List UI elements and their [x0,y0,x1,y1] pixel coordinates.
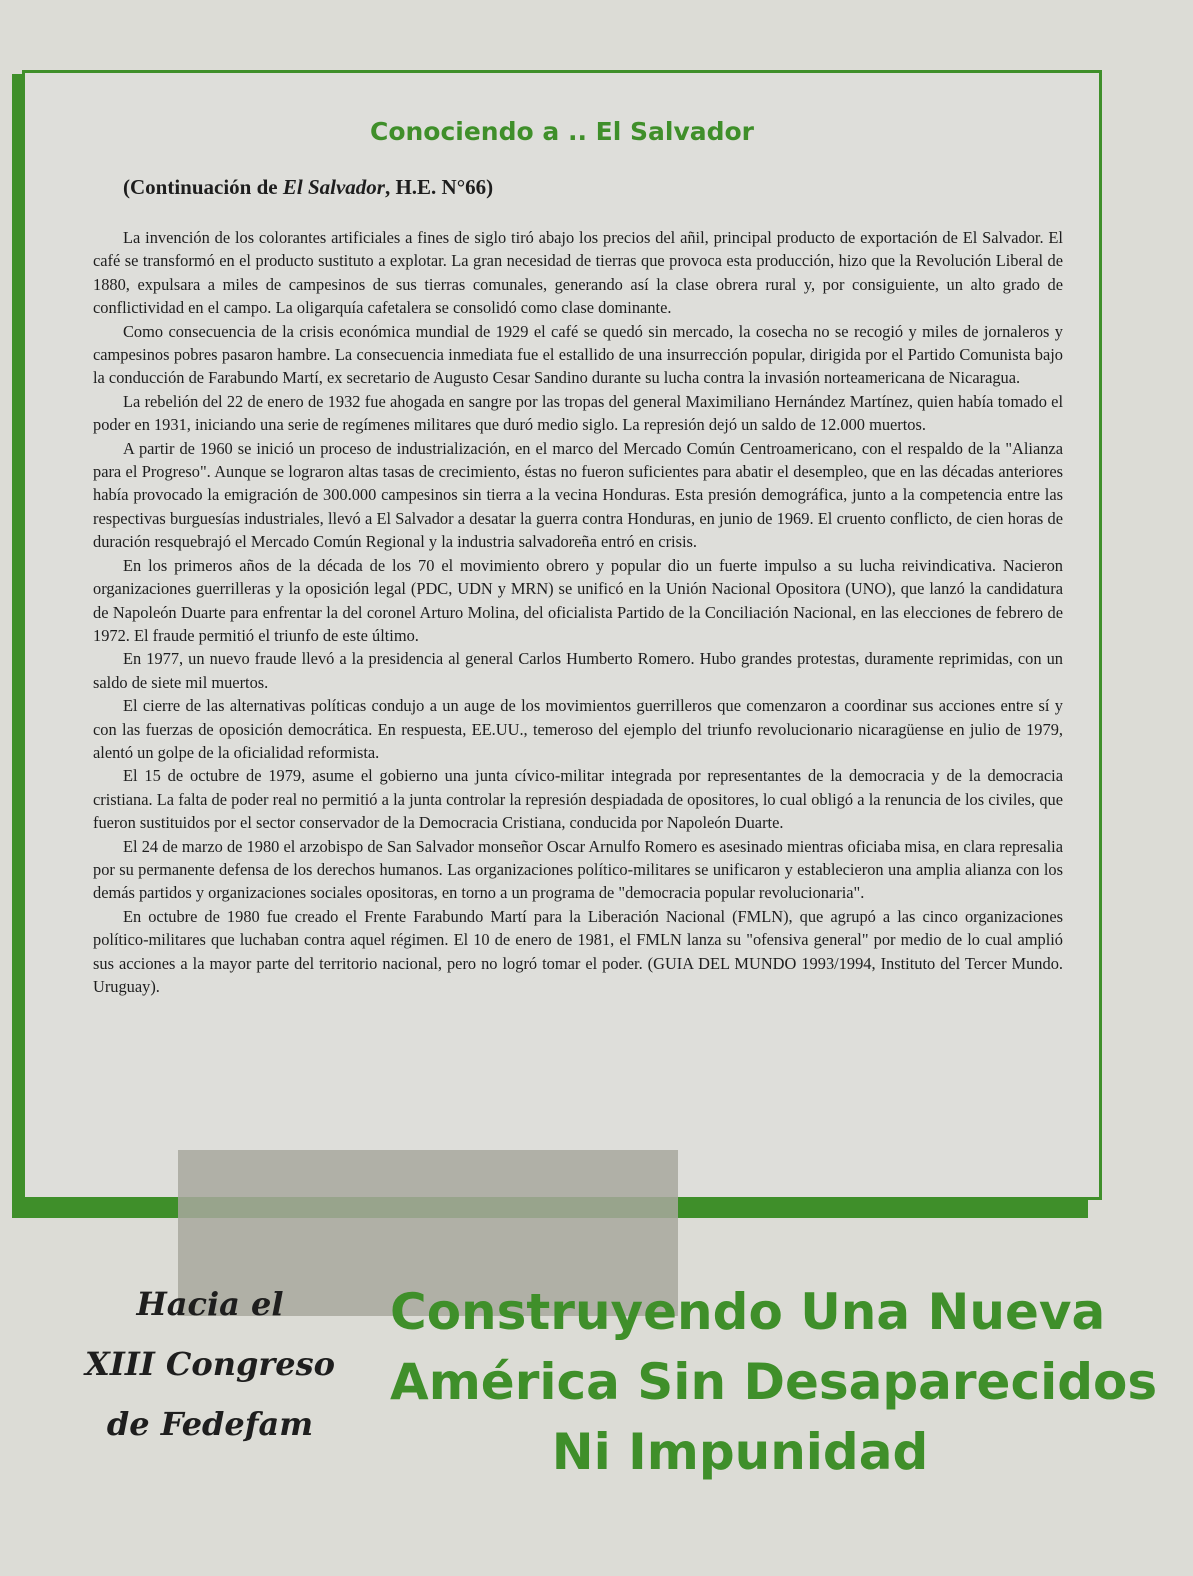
slogan-line: América Sin Desaparecidos [390,1353,1158,1411]
subtitle-suffix: , H.E. N°66) [384,175,494,199]
slogan-line: Ni Impunidad [551,1423,929,1481]
paragraph: Como consecuencia de la crisis económica mundial de 1929 el café se quedó sin mercado, la cosecha no se recogió y miles de jornaleros y campesinos pobres pasaron hambre. La consecuencia inmediata fue el estallido de una insurrección popular, dirigida por el Partido Comunista bajo la conducción de Farabundo Martí, ex secretario de Augusto Cesar Sandino durante su lucha contra la invasión norteamericana de Nicaragua. [93,321,1063,388]
congress-heading [60,1274,360,1454]
paragraph: El cierre de las alternativas políticas condujo a un auge de los movimientos guerrilleros que comenzaron a coordinar sus acciones entre sí y con las fuerzas de oposición democrática. En respuesta, EE.UU., temeroso del ejemplo del triunfo revolucionario nicaragüense en julio de 1979, alentó un golpe de la oficialidad reformista. [93,696,1063,762]
subtitle-prefix: (Continuación de [123,175,283,199]
article-body [93,226,1063,998]
slogan-line: Construyendo Una Nueva [390,1283,1106,1341]
article-subtitle [123,175,493,200]
paragraph: En los primeros años de la década de los 70 el movimiento obrero y popular dio un fuerte impulso a su lucha reivindicativa. Nacieron organizaciones guerrilleras y la oposición legal (PDC, UDN y MRN) se unificó en la Unión Nacional Opositora (UNO), que lanzó la candidatura de Napoleón Duarte para enfrentar la del coronel Arturo Molina, del oficialista Partido de la Conciliación Nacional, en las elecciones de febrero de 1972. El fraude permitió el triunfo de este último. [93,555,1063,645]
congress-line: de Fedefam [106,1405,314,1443]
paragraph: En 1977, un nuevo fraude llevó a la presidencia al general Carlos Humberto Romero. Hubo grandes protestas, duramente reprimidas, con un saldo de siete mil muertos. [93,649,1063,692]
paragraph: A partir de 1960 se inició un proceso de industrialización, en el marco del Mercado Común Centroamericano, con el respaldo de la "Alianza para el Progreso". Aunque se lograron altas tasas de crecimiento, éstas no fueron suficientes para abatir el desempleo, que en las décadas anteriores había provocado la emigración de 300.000 campesinos sin tierra a la vecina Honduras. Esta presión demográfica, junto a la competencia entre las respectivas burguesías industriales, llevó a El Salvador a desatar la guerra contra Honduras, en junio de 1969. El cruento conflicto, de cien horas de duración resquebrajó el Mercado Común Regional y la industria salvadoreña entró en crisis. [93,438,1063,552]
article-title: Conociendo a .. El Salvador [369,117,755,146]
slogan-heading [390,1277,1158,1487]
paragraph: El 24 de marzo de 1980 el arzobispo de San Salvador monseñor Oscar Arnulfo Romero es asesinado mientras oficiaba misa, en clara represalia por su permanente defensa de los derechos humanos. Las organizaciones político-militares se unificaron y establecieron una amplia alianza con los demás partidos y organizaciones sociales opositoras, en torno a un programa de "democracia popular revolucionaria". [93,836,1063,903]
subtitle-italic: El Salvador [282,175,385,199]
paragraph: La invención de los colorantes artificiales a fines de siglo tiró abajo los precios del añil, principal producto de exportación de El Salvador. El café se transformó en el producto sustituto a explotar. La gran necesidad de tierras que provoca esta producción, hizo que la Revolución Liberal de 1880, expulsara a miles de campesinos de sus tierras comunales, generando así la clase obrera rural y, por consiguiente, un alto grado de conflictividad en el campo. La oligarquía cafetalera se consolidó como clase dominante. [93,228,1063,318]
article-box [22,70,1102,1200]
paragraph: La rebelión del 22 de enero de 1932 fue ahogada en sangre por las tropas del general Maximiliano Hernández Martínez, quien había tomado el poder en 1931, iniciando una serie de regímenes militares que duró medio siglo. La represión dejó un saldo de 12.000 muertos. [93,391,1063,435]
congress-line: XIII Congreso [85,1345,335,1383]
paragraph: El 15 de octubre de 1979, asume el gobierno una junta cívico-militar integrada por representantes de la democracia y de la democracia cristiana. La falta de poder real no permitió a la junta controlar la represión despiadada de opositores, lo cual obligó a la renuncia de los civiles, que fueron sustituidos por el sector conservador de la Democracia Cristiana, conducida por Napoleón Duarte. [93,766,1063,833]
congress-line: Hacia el [136,1285,284,1323]
paragraph: En octubre de 1980 fue creado el Frente Farabundo Martí para la Liberación Nacional (FMLN), que agrupó a las cinco organizaciones político-militares que luchaban contra aquel régimen. El 10 de enero de 1981, el FMLN lanza su "ofensiva general" por medio de lo cual amplió sus acciones a la mayor parte del territorio nacional, pero no logró tomar el poder. (GUIA DEL MUNDO 1993/1994, Instituto del Tercer Mundo. Uruguay). [93,906,1063,996]
